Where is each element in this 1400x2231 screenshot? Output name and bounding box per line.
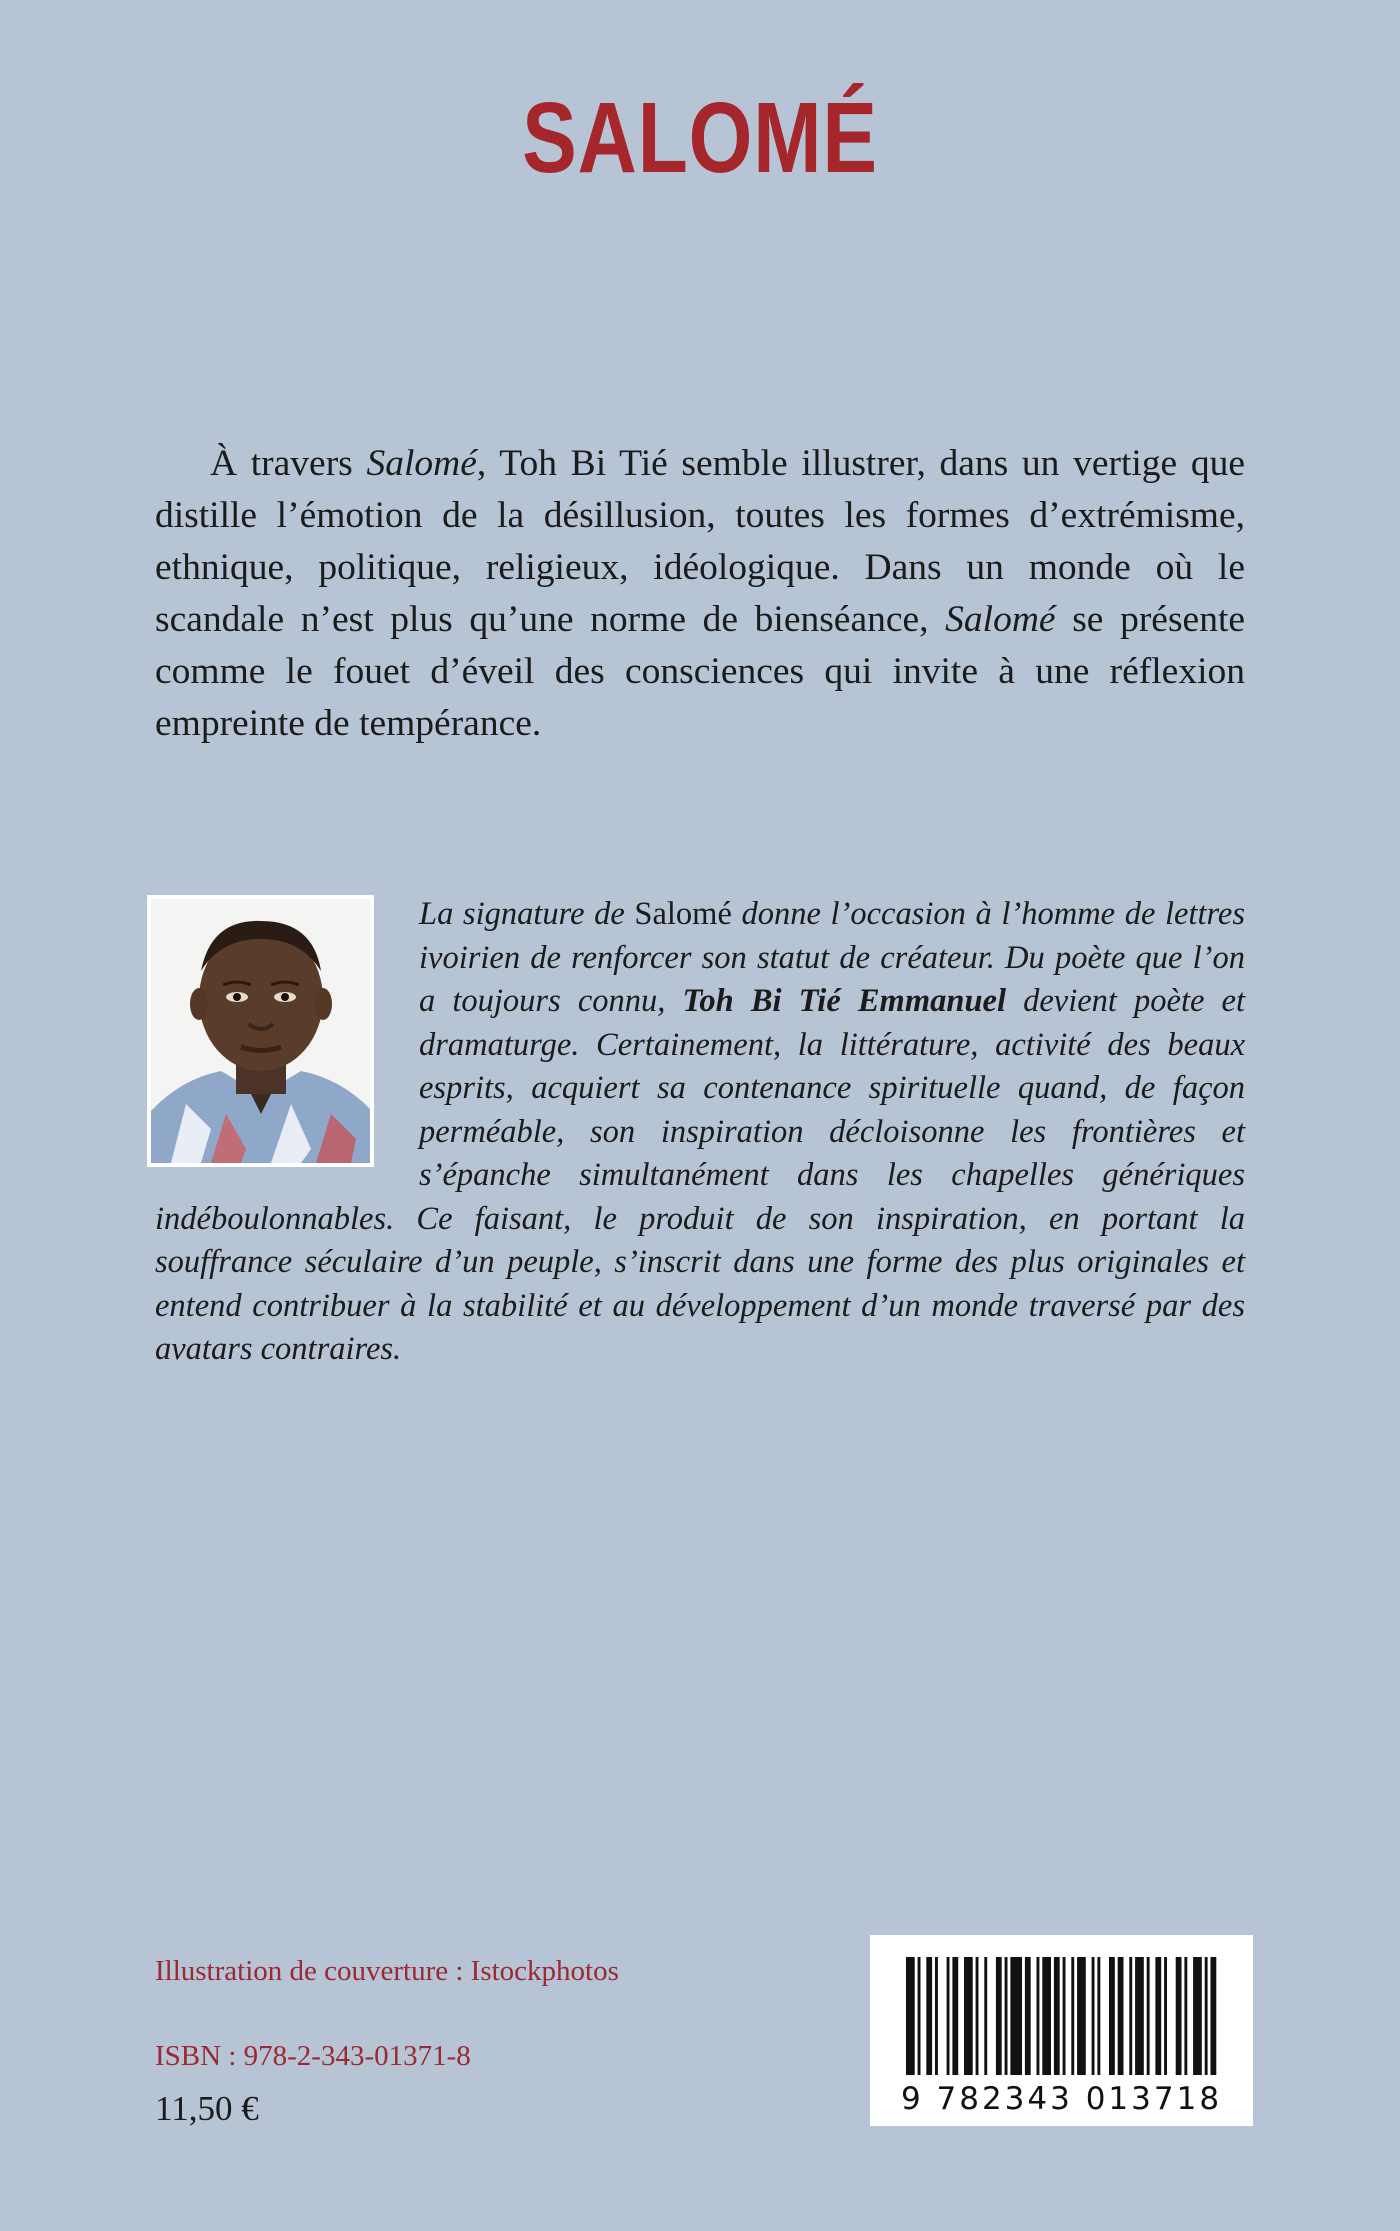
blurb-text-end: se présente comme le fouet d’éveil des consciences qui invite à une réflexion empreinte de tempérance. [155,599,1246,744]
barcode-bar [1184,1957,1187,2075]
author-bio-section [155,893,1245,1372]
author-photo [147,895,374,1167]
bio-text-end: devient poète et dramaturge. Certainement, la littérature, activité des beaux esprits, acquiert sa contenance spirituelle quand, de façon perméable, son inspiration décloisonne les frontières et s’épanche simultanément dans les chapelles génériques indéboulonnables. Ce faisant, le produit de son inspiration, en portant la souffrance séculaire d’un peuple, s’inscrit dans une forme des plus originales et entend contribuer à la stabilité et au développement d’un monde traversé par des avatars contraires. [155,983,1245,1367]
barcode-bar [935,1957,938,2075]
barcode-bar [1054,1957,1060,2075]
barcode-bar [1010,1957,1022,2075]
barcode-bar [1063,1957,1066,2075]
book-price: 11,50 € [155,2089,259,2128]
barcode-bar [1025,1957,1031,2075]
book-title: SALOMÉ [522,82,878,194]
barcode-number: 9 782343 013718 [900,2081,1223,2117]
cover-illustration-credit: Illustration de couverture : Istockphotos [155,1955,619,1987]
barcode-bar [906,1957,915,2075]
barcode-bar [1129,1957,1132,2075]
barcode-bar [1135,1957,1144,2075]
barcode-bar [984,1957,987,2075]
barcode-bar [1042,1957,1051,2075]
barcode-bar [947,1957,950,2075]
barcode-bar [1077,1957,1086,2075]
barcode-bar [1147,1957,1150,2075]
barcode-bar [1005,1957,1008,2075]
barcode-bar [1118,1957,1124,2075]
barcode-bar [1092,1957,1095,2075]
barcode-bar [964,1957,973,2075]
barcode [870,1935,1253,2126]
barcode-bar [1176,1957,1182,2075]
blurb-title-italic-2: Salomé [945,599,1056,640]
bio-text-middle: donne l’occasion à l’homme de lettres ivoirien de renforcer son statut de créateur. Du poète que l’on a toujours connu, [419,896,1246,1019]
author-portrait-icon [151,899,370,1163]
blurb-text-start: À travers [210,443,367,484]
barcode-bar [1097,1957,1100,2075]
barcode-bar [996,1957,1002,2075]
isbn-number: ISBN : 978-2-343-01371-8 [155,2040,471,2072]
bio-title-roman: Salomé [634,896,732,932]
author-name: Toh Bi Tié Emmanuel [682,983,1006,1019]
barcode-bar [976,1957,979,2075]
barcode-bar [926,1957,932,2075]
back-cover-blurb [155,438,1245,750]
bio-text-start: La signature de [419,896,635,932]
barcode-bar [952,1957,958,2075]
blurb-text-middle: , Toh Bi Tié semble illustrer, dans un vertige que distille l’émotion de la désillusion, toutes les formes d’extrémisme, ethnique, politique, religieux, idéologique. Dans un monde où le scandale n’est plus qu’une norme de bienséance, [155,443,1245,640]
barcode-bar [1109,1957,1115,2075]
barcode-bar [1164,1957,1167,2075]
barcode-bars-icon [870,1935,1253,2085]
barcode-bar [1155,1957,1161,2075]
blurb-title-italic: Salomé [366,443,477,484]
barcode-bar [1205,1957,1208,2075]
barcode-bar [1037,1957,1040,2075]
barcode-bar [918,1957,921,2075]
barcode-bar [1193,1957,1202,2075]
barcode-bar [1211,1957,1217,2075]
barcode-bar [1071,1957,1074,2075]
